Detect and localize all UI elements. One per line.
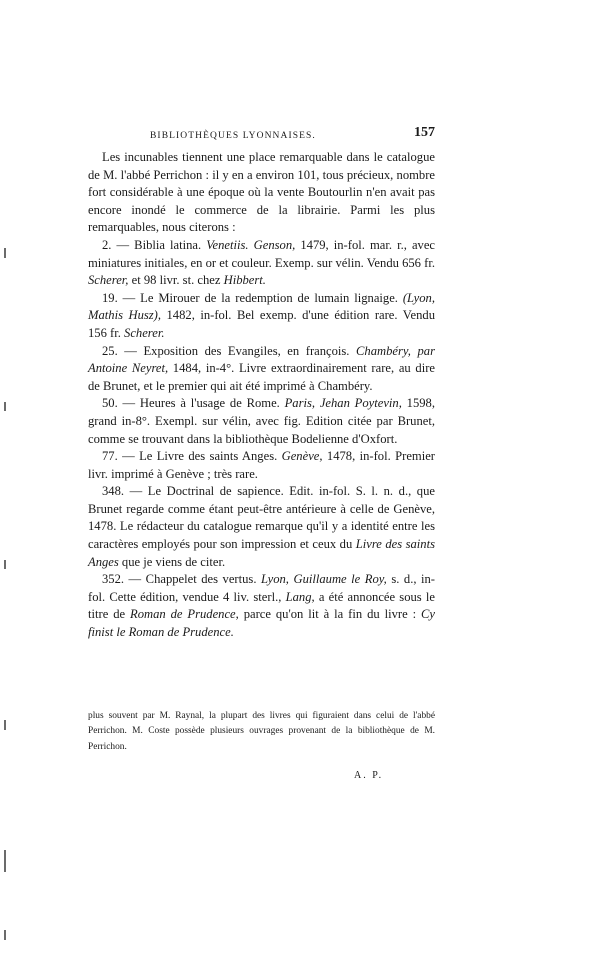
running-title: BIBLIOTHÈQUES LYONNAISES. bbox=[150, 131, 316, 141]
footnote-text: plus souvent par M. Raynal, la plupart des livres qui figuraient dans celui de l'abbé Perrichon. M. Coste possède plusieurs ouvrages provenant de la bibliothèque de M. Perrichon. bbox=[88, 711, 435, 752]
entry-buyer: Lang, bbox=[285, 589, 315, 604]
entry-text: 25. — Exposition des Evangiles, en françois. bbox=[102, 343, 357, 358]
entry-text: 77. — Le Livre des saints Anges. bbox=[102, 449, 282, 464]
scan-edge-mark bbox=[4, 560, 6, 569]
entry-imprint: Paris, Jehan Poytevin, bbox=[284, 396, 402, 411]
scan-edge-mark bbox=[4, 402, 6, 411]
entry-text: 1482, in-fol. Bel exemp. d'une édition rare. Vendu 156 fr. bbox=[88, 308, 435, 340]
catalogue-entry-352 bbox=[88, 571, 435, 641]
entry-text: 1484, in-4°. Livre extraordinairement rare, au dire de Brunet, et le premier qui ait été imprimé à Chambéry. bbox=[88, 361, 435, 393]
entry-colophon: Cy finist le Roman de Prudence. bbox=[88, 607, 435, 640]
entry-text: s. d., in-fol. Cette édition, vendue 4 liv. sterl., bbox=[88, 572, 435, 604]
entry-imprint: Chambéry, par Antoine Neyret, bbox=[88, 343, 435, 376]
entry-imprint: Venetiis. Genson, bbox=[206, 237, 296, 252]
entry-title-reference: Roman de Prudence, bbox=[130, 607, 239, 622]
entry-text: 1598, grand in-8°. Exempl. sur vélin, avec fig. Edition citée par Brunet, comme se trouvant dans la bibliothèque Bodelienne d'Oxfort. bbox=[88, 396, 436, 446]
entry-title-reference: Livre des saints Anges bbox=[88, 537, 435, 569]
entry-text: que je viens de citer. bbox=[118, 554, 226, 569]
entry-text: parce qu'on lit à la fin du livre : bbox=[238, 607, 421, 622]
scan-edge-mark bbox=[4, 248, 6, 258]
entry-buyer: Hibbert. bbox=[223, 273, 266, 288]
catalogue-entry-348 bbox=[88, 483, 435, 571]
catalogue-entry-25 bbox=[88, 343, 435, 396]
catalogue-entry-50 bbox=[88, 395, 435, 448]
paragraph-text: Les incunables tiennent une place remarquable dans le catalogue de M. l'abbé Perrichon : il y en a environ 101, tous précieux, nombre fort considérable à une époque où la vente Boutourlin n'en avait pas encore inondé le commerce de la librairie. Parmi les plus remarquables, nous citerons : bbox=[88, 150, 435, 235]
scan-edge-mark bbox=[4, 850, 6, 872]
entry-text: a été annoncée sous le titre de bbox=[88, 589, 435, 622]
entry-text: 352. — Chappelet des vertus. bbox=[102, 572, 261, 587]
entry-buyer: Scherer. bbox=[124, 325, 165, 340]
entry-text: 1478, in-fol. Premier livr. imprimé à Genève ; très rare. bbox=[88, 449, 435, 481]
catalogue-entry-19 bbox=[88, 290, 435, 343]
entry-text: 348. — Le Doctrinal de sapience. Edit. in-fol. S. l. n. d., que Brunet regarde comme étant peut-être antérieure à celle de Genève, 1478. Le rédacteur du catalogue remarque qu'il y a identité entre les caractères employés pour son impression et ceux du bbox=[88, 484, 435, 552]
entry-imprint: Genève, bbox=[281, 449, 323, 464]
intro-paragraph bbox=[88, 149, 435, 237]
author-signature: A. P. bbox=[354, 770, 384, 781]
entry-imprint: (Lyon, Mathis Husz), bbox=[88, 290, 435, 323]
entry-text: 19. — Le Mirouer de la redemption de lumain lignaige. bbox=[102, 290, 403, 305]
entry-imprint: Lyon, Guillaume le Roy, bbox=[261, 572, 387, 587]
footnote bbox=[88, 709, 435, 755]
scan-edge-mark bbox=[4, 930, 6, 940]
entry-text: et 98 livr. st. chez bbox=[128, 273, 224, 288]
catalogue-entry-2 bbox=[88, 237, 435, 290]
catalogue-entry-77 bbox=[88, 448, 435, 483]
entry-text: 1479, in-fol. mar. r., avec miniatures initiales, en or et couleur. Exemp. sur vélin. Vendu 656 fr. bbox=[88, 237, 436, 270]
scan-edge-mark bbox=[4, 720, 6, 730]
entry-text: 50. — Heures à l'usage de Rome. bbox=[102, 396, 285, 411]
entry-text: 2. — Biblia latina. bbox=[102, 237, 207, 252]
entry-buyer: Scherer, bbox=[88, 273, 129, 288]
running-head bbox=[88, 125, 435, 145]
page-number: 157 bbox=[414, 125, 435, 140]
body-text bbox=[88, 149, 435, 642]
